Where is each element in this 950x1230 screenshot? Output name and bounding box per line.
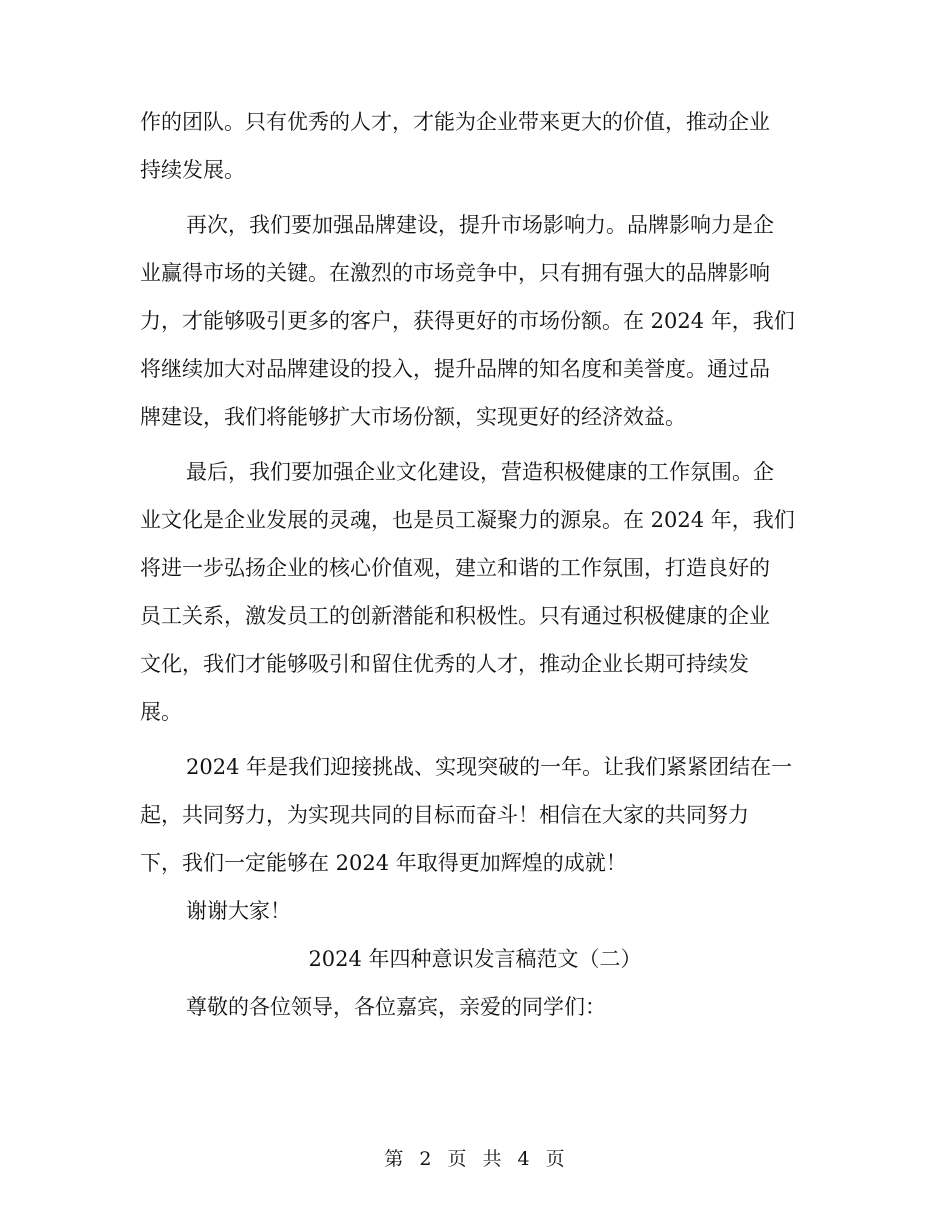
salutation-line: 尊敬的各位领导，各位嘉宾，亲爱的同学们： xyxy=(186,995,606,1019)
text-line: 最后，我们要加强企业文化建设，营造积极健康的工作氛围。企 xyxy=(186,460,774,484)
text-line: 业赢得市场的关键。在激烈的市场竞争中，只有拥有强大的品牌影响 xyxy=(140,261,770,285)
thanks-line: 谢谢大家！ xyxy=(186,899,291,923)
text-line: 将进一步弘扬企业的核心价值观，建立和谐的工作氛围，打造良好的 xyxy=(140,556,770,580)
text-line: 员工关系，激发员工的创新潜能和积极性。只有通过积极健康的企业 xyxy=(140,604,770,628)
text-line: 持续发展。 xyxy=(140,158,245,182)
page-footer: 第 2 页 共 4 页 xyxy=(384,1148,566,1170)
section-title: 2024 年四种意识发言稿范文（二） xyxy=(308,947,642,971)
text-line: 力，才能够吸引更多的客户，获得更好的市场份额。在 2024 年，我们 xyxy=(140,309,795,333)
brand-paragraph xyxy=(140,201,810,441)
text-line: 再次，我们要加强品牌建设，提升市场影响力。品牌影响力是企 xyxy=(186,213,774,237)
text-line: 起，共同努力，为实现共同的目标而奋斗！相信在大家的共同努力 xyxy=(140,803,749,827)
text-line: 2024 年是我们迎接挑战、实现突破的一年。让我们紧紧团结在一 xyxy=(186,755,793,779)
text-line: 业文化是企业发展的灵魂，也是员工凝聚力的源泉。在 2024 年，我们 xyxy=(140,508,795,532)
text-line: 作的团队。只有优秀的人才，才能为企业带来更大的价值，推动企业 xyxy=(140,110,770,134)
continuation-paragraph xyxy=(140,98,810,194)
document-body xyxy=(140,98,810,1031)
closing-paragraph xyxy=(140,743,810,887)
text-line: 牌建设，我们将能够扩大市场份额，实现更好的经济效益。 xyxy=(140,405,686,429)
text-line: 文化，我们才能够吸引和留住优秀的人才，推动企业长期可持续发 xyxy=(140,652,749,676)
text-line: 下，我们一定能够在 2024 年取得更加辉煌的成就！ xyxy=(140,851,627,875)
culture-paragraph xyxy=(140,448,810,736)
text-line: 将继续加大对品牌建设的投入，提升品牌的知名度和美誉度。通过品 xyxy=(140,357,770,381)
text-line: 展。 xyxy=(140,700,182,724)
